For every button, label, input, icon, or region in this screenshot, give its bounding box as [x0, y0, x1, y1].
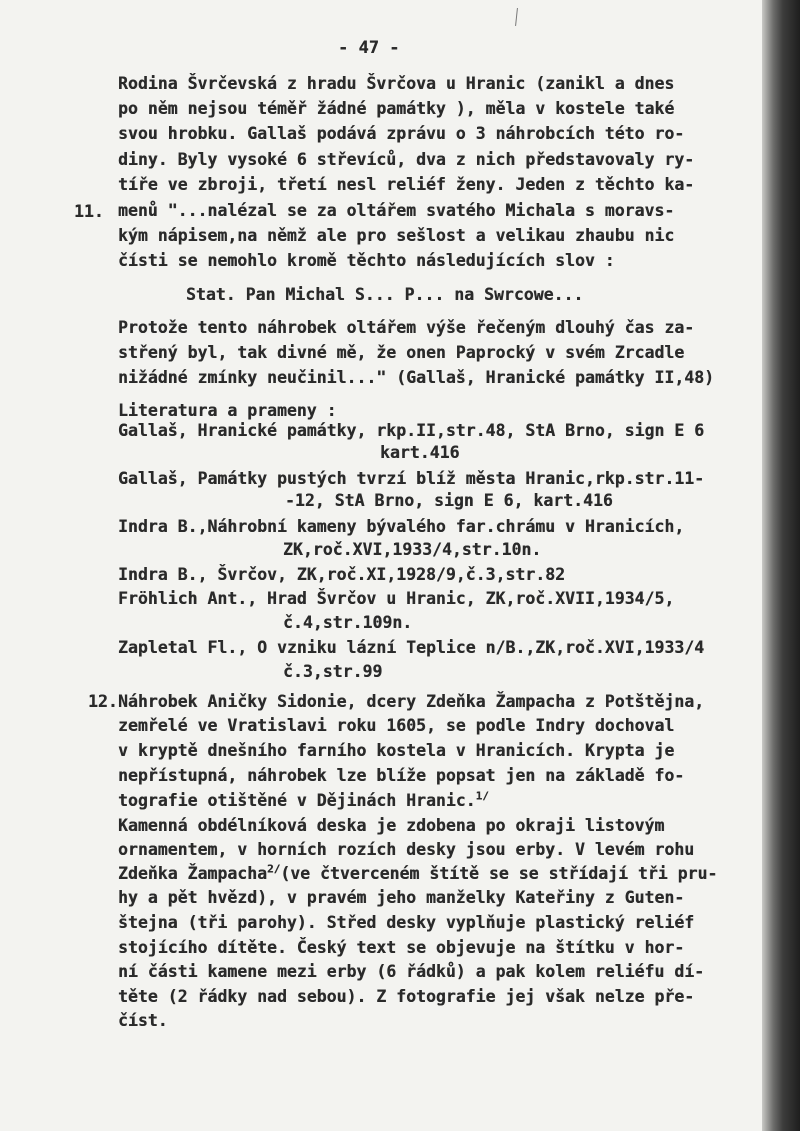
section-11-line: Rodina Švrčevská z hradu Švrčova u Hranic (zanikl a dnes: [118, 74, 675, 93]
literature-item-cont: č.4,str.109n.: [283, 613, 413, 632]
section-11-line: kým nápisem,na němž ale pro sešlost a velikau zhaubu nic: [118, 226, 675, 245]
section-12-line: ornamentem, v horních rozích desky jsou erby. V levém rohu: [118, 840, 695, 859]
inscription-quote: Stat. Pan Michal S... P... na Swrcowe...: [186, 285, 584, 304]
footnote-marker-2: 2/: [267, 862, 281, 876]
section-12-line: zemřelé ve Vratislavi roku 1605, se podle Indry dochoval: [118, 716, 675, 735]
section-11-number: 11.: [74, 202, 104, 221]
section-12-line: Kamenná obdélníková deska je zdobena po okraji listovým: [118, 816, 665, 835]
literature-item: Gallaš, Hranické památky, rkp.II,str.48, StA Brno, sign E 6: [118, 421, 705, 440]
literature-item-cont: -12, StA Brno, sign E 6, kart.416: [285, 491, 613, 510]
section-11-continuation: nižádné zmínky neučinil..." (Gallaš, Hranické památky II,48): [118, 368, 715, 387]
section-11-continuation: střený byl, tak divné mě, že onen Paprocký v svém Zrcadle: [118, 343, 685, 362]
page-number: - 47 -: [338, 38, 400, 58]
section-12-line-text: tografie otištěné v Dějinách Hranic.: [118, 791, 476, 810]
literature-item-cont: ZK,roč.XVI,1933/4,str.10n.: [283, 540, 542, 559]
section-12-line: nepřístupná, náhrobek lze blíže popsat jen na základě fo-: [118, 766, 685, 785]
section-12-line: hy a pět hvězd), v pravém jeho manželky Kateřiny z Guten-: [118, 888, 685, 907]
section-12-line: stojícího dítěte. Český text se objevuje na štítku v hor-: [118, 938, 685, 957]
section-12-line: číst.: [118, 1011, 168, 1030]
literature-item: Gallaš, Památky pustých tvrzí blíž města Hranic,rkp.str.11-: [118, 469, 705, 488]
literature-item: Fröhlich Ant., Hrad Švrčov u Hranic, ZK,roč.XVII,1934/5,: [118, 589, 675, 608]
section-12-line: [118, 791, 489, 811]
section-11-line: po něm nejsou téměř žádné památky ), měla v kostele také: [118, 99, 675, 118]
literature-item-cont: kart.416: [380, 443, 460, 462]
section-12-line: v kryptě dnešního farního kostela v Hranicích. Krypta je: [118, 741, 675, 760]
section-12-line: těte (2 řádky nad sebou). Z fotografie jej však nelze pře-: [118, 987, 695, 1006]
zampach-name: Zdeňka Žampacha: [118, 864, 268, 883]
section-11-line: čísti se nemohlo kromě těchto následujících slov :: [118, 251, 615, 270]
section-12-line: [118, 864, 717, 884]
literature-item-cont: č.3,str.99: [283, 662, 383, 681]
section-12-line: ní části kamene mezi erby (6 řádků) a pak kolem reliéfu dí-: [118, 962, 705, 981]
literature-item: Zapletal Fl., O vzniku lázní Teplice n/B.,ZK,roč.XVI,1933/4: [118, 638, 705, 657]
pencil-mark: [515, 8, 519, 26]
section-11-line: diny. Byly vysoké 6 střevíců, dva z nich představovaly ry-: [118, 150, 695, 169]
section-11-line: tíře ve zbroji, třetí nesl reliéf ženy. Jeden z těchto ka-: [118, 175, 695, 194]
section-12-line: štejna (tři parohy). Střed desky vyplňuje plastický reliéf: [118, 913, 695, 932]
footnote-marker-1: 1/: [475, 789, 489, 803]
section-12-line: Náhrobek Aničky Sidonie, dcery Zdeňka Žampacha z Potštějna,: [118, 692, 705, 711]
section-11-line: menů "...nalézal se za oltářem svatého Michala s moravs-: [118, 201, 675, 220]
section-11-line: svou hrobku. Gallaš podává zprávu o 3 náhrobcích této ro-: [118, 124, 685, 143]
literature-item: Indra B., Švrčov, ZK,roč.XI,1928/9,č.3,str.82: [118, 565, 566, 584]
section-11-continuation: Protože tento náhrobek oltářem výše řečeným dlouhý čas za-: [118, 318, 695, 337]
section-12-number: 12.: [88, 692, 118, 711]
binding-edge: [762, 0, 800, 1131]
literature-item: Indra B.,Náhrobní kameny bývalého far.chrámu v Hranicích,: [118, 517, 685, 536]
literature-heading: Literatura a prameny :: [118, 401, 337, 420]
zampach-line-rest: (ve čtverceném štítě se se střídají tři pru-: [280, 864, 718, 883]
